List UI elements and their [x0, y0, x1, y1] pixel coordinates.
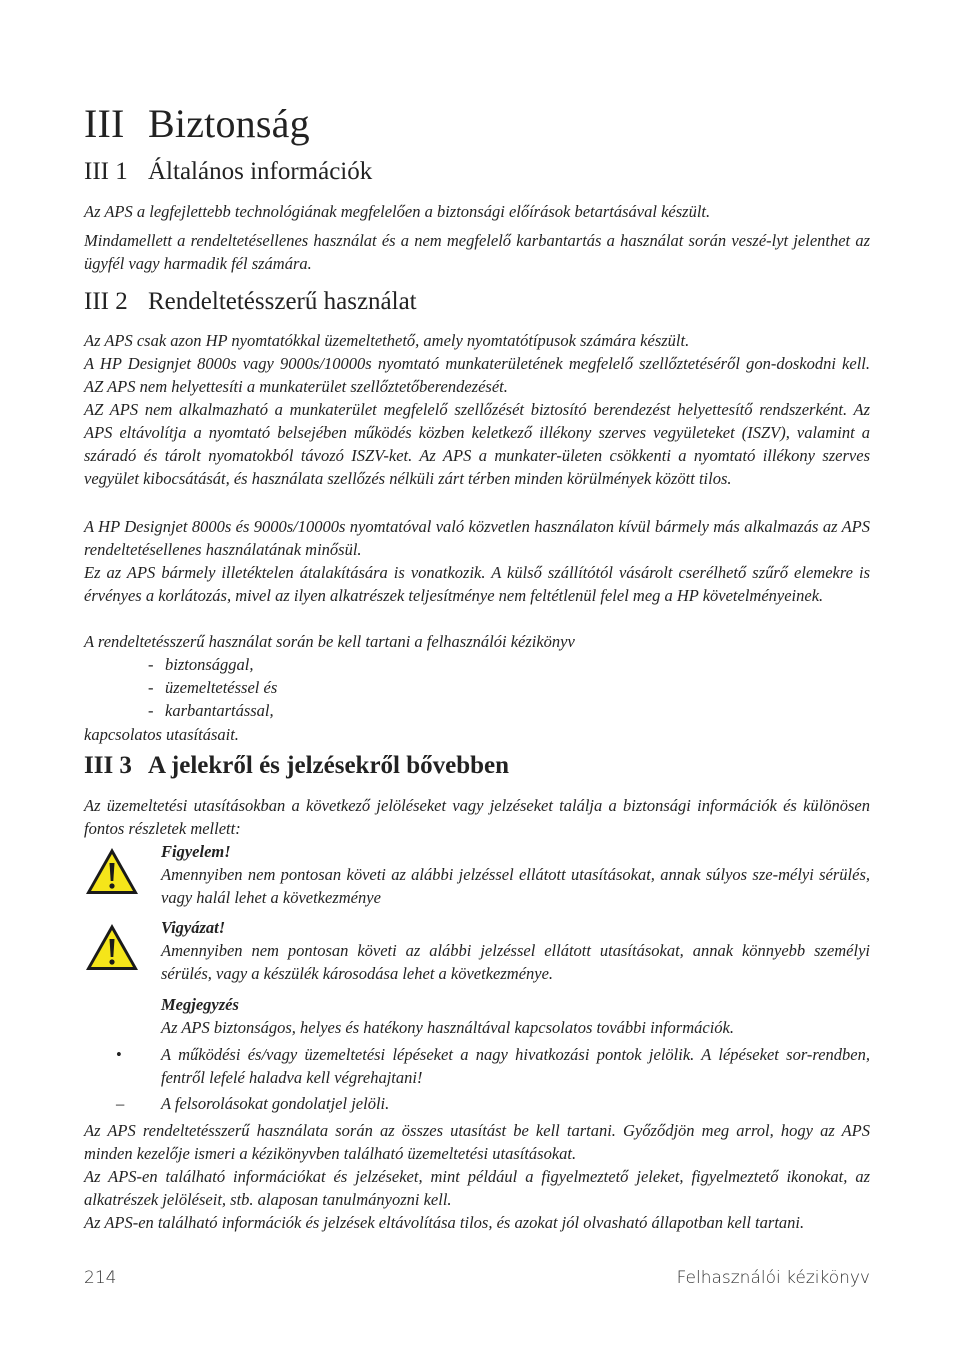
chapter-title-text: Biztonság: [148, 101, 310, 146]
warning-triangle-icon: [84, 846, 140, 896]
paragraph: Az APS a legfejlettebb technológiának megfelelően a biztonsági előírások betartásával készült.: [84, 202, 711, 221]
notice-title: Vigyázat!: [161, 918, 226, 937]
paragraph: A HP Designjet 8000s és 9000s/10000s nyomtatóval való közvetlen használaton kívül bármely más alkalmazás az APS rendeltetésellenes használatának minősül.: [84, 517, 870, 559]
page-number: 214: [84, 1268, 117, 1288]
footer-title: Felhasználói kézikönyv: [676, 1268, 870, 1288]
notice-text: Amennyiben nem pontosan követi az alábbi jelzéssel ellátott utasításokat, annak súlyos sze-mélyi sérülés, vagy halál lehet a következménye: [161, 865, 870, 907]
paragraph: AZ APS nem alkalmazható a munkaterület megfelelő szellőzését biztosító berendezést helyettesítő rendszerként. Az APS eltávolítja a nyomtató belsejében működés közben keletkező illékony szerves vegyületeket (ISZV), valamint a száradó és tárolt nyomatokból távozó ISZV-ket. Az APS a munkater-ületen csökkenti a nyomtató illékony szerves vegyület kibocsátását, és használata szellőzés nélküli zárt térben minden körülmények között tilos.: [84, 400, 870, 488]
list-item: - karbantartással,: [148, 701, 274, 720]
warning-triangle-icon: [84, 922, 140, 972]
paragraph: A HP Designjet 8000s vagy 9000s/10000s nyomtató munkaterületének megfelelő szellőztetéséről gon-doskodni kell. AZ APS nem helyettesíti a munkaterület szellőztetőberendezését.: [84, 354, 870, 396]
paragraph: Az APS csak azon HP nyomtatókkal üzemeltethető, amely nyomtatótípusok számára készült.: [84, 331, 690, 350]
marker-text: A felsorolásokat gondolatjel jelöli.: [161, 1094, 390, 1113]
paragraph: A rendeltetésszerű használat során be kell tartani a felhasználói kézikönyv: [84, 632, 575, 651]
list-item: - üzemeltetéssel és: [148, 678, 278, 697]
list-item: - biztonsággal,: [148, 655, 254, 674]
section-number: III 3: [84, 752, 132, 779]
section-number: III 1: [84, 158, 128, 185]
paragraph: Az APS rendeltetésszerű használata során az összes utasítást be kell tartani. Győződjön meg arrol, hogy az APS minden kezelője ismeri a kézikönyvben található üzemeltetési utasításokat.: [84, 1121, 870, 1163]
paragraph: Mindamellett a rendeltetésellenes használat és a nem megfelelő karbantartás a használat során veszé-lyt jelenthet az ügyfél vagy harmadik fél számára.: [84, 231, 870, 273]
notice-text: Az APS biztonságos, helyes és hatékony használtával kapcsolatos további információk.: [161, 1018, 734, 1037]
notice-title: Megjegyzés: [161, 995, 239, 1014]
section-heading-1: [84, 158, 372, 186]
marker-text: A működési és/vagy üzemeltetési lépéseket a nagy hivatkozási pontok jelölik. A lépéseket sor-rendben, fentről lefelé haladva kell végrehajtani!: [161, 1045, 870, 1087]
section-heading-2: [84, 288, 417, 316]
paragraph: Ez az APS bármely illetéktelen átalakítására is vonatkozik. A külső szállítótól vásárolt cserélhető szűrő elemekre is érvényes a korlátozás, mivel az ilyen alkatrészek teljesítménye nem feltétlenül felel meg a HP követelményeinek.: [84, 563, 870, 605]
dash-marker: –: [116, 1094, 125, 1113]
paragraph: Az APS-en található információk és jelzések eltávolítása tilos, és azokat jól olvasható állapotban kell tartani.: [84, 1213, 805, 1232]
section-title: A jelekről és jelzésekről bővebben: [148, 752, 510, 779]
paragraph: kapcsolatos utasításait.: [84, 725, 239, 744]
chapter-title: [84, 100, 310, 147]
chapter-number: III: [84, 101, 125, 146]
section-number: III 2: [84, 288, 128, 315]
bullet-marker: •: [116, 1045, 122, 1064]
notice-text: Amennyiben nem pontosan követi az alábbi jelzéssel ellátott utasításokat, annak könnyebb személyi sérülés, vagy a készülék károsodása lehet a következménye.: [161, 941, 870, 983]
section-title: Általános információk: [148, 158, 373, 185]
section-heading-3: [84, 752, 509, 780]
section-title: Rendeltetésszerű használat: [148, 288, 417, 315]
paragraph: Az üzemeltetési utasításokban a következő jelöléseket vagy jelzéseket találja a biztonsági információk és különösen fontos részletek mellett:: [84, 796, 870, 838]
paragraph: Az APS-en található információkat és jelzéseket, mint például a figyelmeztető jeleket, figyelmeztető ikonokat, az alkatrészek jelöléseit, stb. alaposan tanulmányozni kell.: [84, 1167, 870, 1209]
notice-title: Figyelem!: [161, 842, 231, 861]
